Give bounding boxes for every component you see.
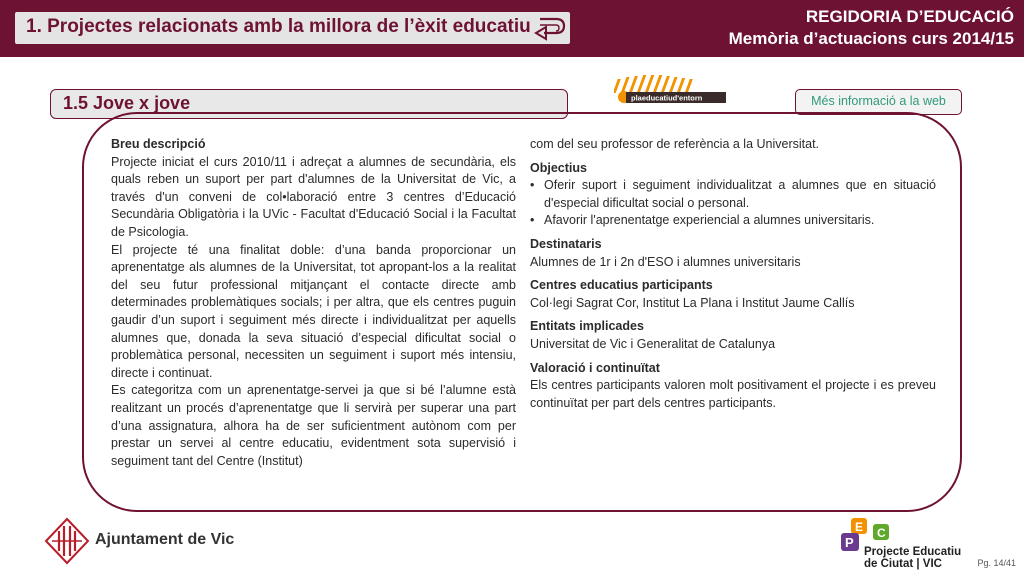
org-name: REGIDORIA D’EDUCACIÓ [805,7,1014,26]
pec-text [864,546,961,570]
entities-heading: Entitats implicades [530,319,644,334]
pec-line-1: Projecte Educatiu [864,546,962,558]
pec-letter-e: E [855,520,864,534]
page-number: Pg. 14/41 [977,558,1016,568]
target-text: Alumnes de 1r i 2n d'ESO i alumnes universitaris [530,254,801,269]
pec-line-2: de Ciutat | VIC [864,558,942,570]
schools-heading: Centres educatius participants [530,278,713,293]
left-column [111,136,516,470]
pec-letter-p: P [845,535,854,550]
section-title: 1.5 Jove x jove [63,93,191,113]
more-info-link[interactable]: Més informació a la web [795,89,962,115]
return-arrow-icon[interactable] [532,13,568,43]
description-paragraph-2: El projecte té una finalitat doble: d’una banda proporcionar un aprenentatge als alumnes de la Universitat, tot apropant-los a la realitat del seu futur professional mitjançant el contacte directe amb determinades problemàtiques socials; i per altra, que els centres puguin gaudir d’un suport i seguiment més directe i individualitzat per aquells alumnes que, donada la seva situació d’especial dificultat social o problemàtica personal, necessiten un seguiment i suport més intensiu, directe i continuat. [111,242,516,380]
target-heading: Destinataris [530,236,602,251]
org-header [729,6,1014,50]
logo-text: plaeducatiud'entorn [631,93,703,103]
ajuntament-name: Ajuntament de Vic [95,531,235,548]
title-box [15,12,570,44]
schools-text: Col·legi Sagrat Cor, Institut La Plana i Institut Jaume Callís [530,295,855,310]
list-item: • Afavorir l'aprenentatge experiencial a alumnes universitaris. [530,212,936,230]
ajuntament-vic-shield-icon [44,517,90,565]
evaluation-heading: Valoració i continuïtat [530,360,660,375]
objectives-heading: Objectius [530,160,587,175]
entities-text: Universitat de Vic i Generalitat de Catalunya [530,336,776,351]
description-heading: Breu descripció [111,137,206,151]
page-title: 1. Projectes relacionats amb la millora de l’èxit educatiu [26,16,531,37]
report-name: Memòria d’actuacions curs 2014/15 [728,29,1014,48]
evaluation-text: Els centres participants valoren molt positivament el projecte i es preveu continuïtat per part dels centres participants. [530,378,936,410]
list-item: • Oferir suport i seguiment individualitzat a alumnes que en situació d'especial dificultat social o personal. [530,177,936,212]
description-continuation: com del seu professor de referència a la Universitat. [530,137,820,151]
objectives-list [530,177,936,230]
description-paragraph-3: Es categoritza com un aprenentatge-servei ja que si bé l’alumne està realitzant un procés d’aprenentatge que li servirà per superar una part d’una assignatura, alhora ha de ser suficientment autònom com per prestar un servei al centre educatiu, evidentment sota supervisió i seguiment tant del Centre (Institut) [111,383,516,468]
pla-educatiu-entorn-logo [614,73,734,117]
description-paragraph-1: Projecte iniciat el curs 2010/11 i adreçat a alumnes de secundària, els quals reben un suport per part d'alumnes de la Universitat de Vic, a través d'un conveni de col•laboració entre 3 centres d’Educació Secundària Obligatòria i la UVic - Facultat d'Educació Social i la Facultat de Psicologia. [111,154,516,239]
right-column [530,136,936,412]
pec-letter-c: C [877,526,886,540]
